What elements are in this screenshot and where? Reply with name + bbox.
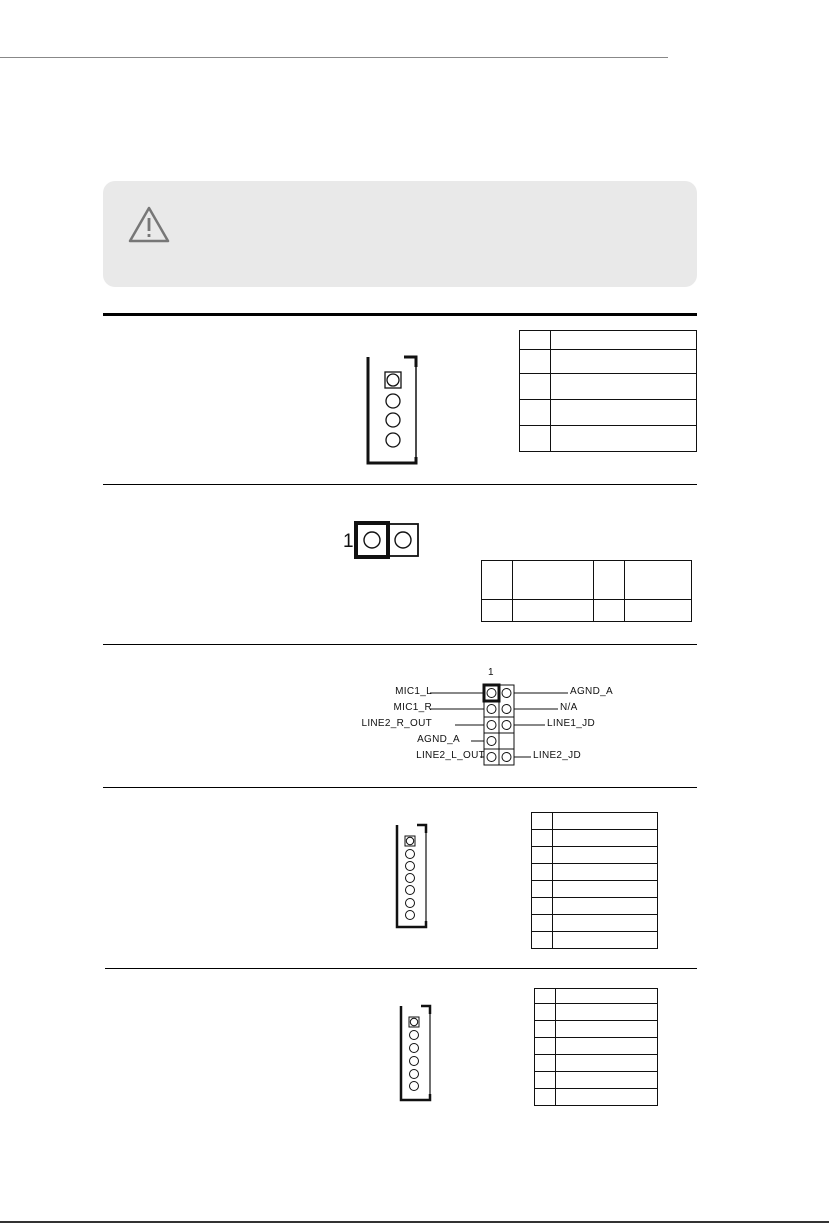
header-2pin-diagram [354,521,422,559]
pin-table-6pin [534,988,658,1106]
table-row [482,600,692,622]
section-divider [103,787,697,788]
pin-one-label: 1 [488,667,494,678]
audio-pin-label-left: LINE2_R_OUT [361,718,432,729]
section-divider [105,968,697,969]
table-row [535,989,658,1004]
connector-7pin-diagram [393,823,431,931]
table-row [532,898,658,915]
section-rule-top [103,313,697,316]
table-row [532,864,658,881]
pin-table-7pin [531,812,658,949]
pin-table-4pin [519,330,697,452]
audio-pin-label-left: MIC1_L [395,686,432,697]
connector-6pin-diagram [397,1004,435,1104]
table-row [535,1021,658,1038]
warning-triangle-icon [127,205,171,245]
table-row [532,881,658,898]
footer-rule [0,1221,829,1223]
table-row [535,1004,658,1021]
audio-pin-label-right: N/A [560,702,578,713]
audio-pin-label-right: LINE2_JD [533,750,581,761]
audio-pin-label-right: LINE1_JD [547,718,595,729]
audio-pin-label-left: AGND_A [417,734,460,745]
section-divider [103,484,697,485]
table-row [520,350,697,374]
section-divider [103,644,697,645]
table-row [532,830,658,847]
audio-header-diagram [430,680,580,766]
table-row [520,331,697,350]
header-rule [0,57,668,58]
pin-one-label: 1 [343,531,354,552]
pin-table-2pin [481,560,692,622]
table-row [520,374,697,400]
table-row [535,1038,658,1055]
table-row [532,915,658,932]
audio-pin-label-left: LINE2_L_OUT [416,750,485,761]
table-row [532,813,658,830]
audio-pin-label-left: MIC1_R [393,702,432,713]
table-row [520,400,697,426]
table-row [535,1055,658,1072]
connector-4pin-diagram [360,355,424,467]
table-row [535,1089,658,1106]
table-row [535,1072,658,1089]
caution-box [103,181,697,287]
audio-pin-label-right: AGND_A [570,686,613,697]
table-row [532,932,658,949]
table-row [482,561,692,600]
table-row [532,847,658,864]
table-row [520,426,697,452]
